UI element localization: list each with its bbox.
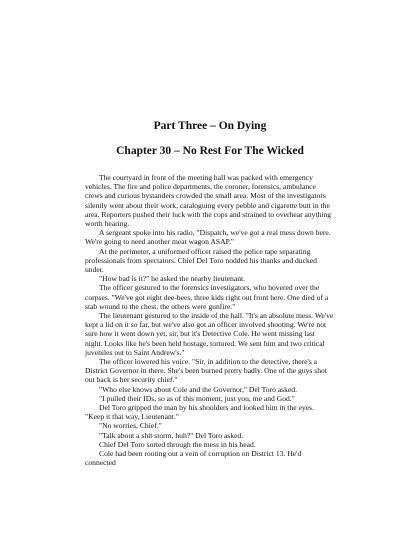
paragraph: The officer lowered his voice. "Sir, in addition to the detective, there's a District Governor in there. She's been burned pretty badly. One of the guys shot out back is her security chief."	[85, 357, 327, 385]
part-title: Part Three – On Dying	[153, 120, 267, 132]
paragraph: "Who else knows about Cole and the Governor," Del Toro asked.	[99, 384, 297, 394]
paragraph: "I pulled their IDs, so as of this moment, just you, me and God."	[99, 393, 295, 403]
paragraph: "No worries, Chief."	[99, 421, 162, 431]
paragraph: Del Toro gripped the man by his shoulders and looked him in the eyes. "Keep it that way, Lieutenant."	[85, 403, 314, 422]
paragraph: The lieutenant gestured to the inside of the hall. "It's an absolute mess. We've kept a lid on it so far, but we've also got an officer involved shooting. We're not sure how it went down yet, sir, but it's Detective Cole. He went missing last night. Looks like he's been held hostage, tortured. We sent him and two critical juveniles out to Saint Andrew's."	[85, 311, 334, 357]
paragraph: Chief Del Toro sorted through the mess in his head.	[99, 439, 256, 449]
paragraph: "How bad is it?" he asked the nearby lieutenant.	[99, 274, 246, 284]
paragraph: A sergeant spoke into his radio, "Dispatch, we've got a real mess down here. We're going to need another meat wagon ASAP."	[85, 228, 331, 247]
paragraph: "Talk about a shit storm, huh?" Del Toro asked.	[99, 430, 244, 440]
paragraph: Cole had been rooting out a vein of corruption on District 13. He'd connected	[85, 449, 302, 468]
chapter-body	[85, 173, 334, 468]
paragraph: The courtyard in front of the meeting hall was packed with emergency vehicles. The fire and police departments, the coroner, forensics, ambulance crews and curious bystanders crowded the small area. Most of the investigators silently went about their work, cataloguing every pebble and cigarette butt in the area. Reporters pushed their luck with the cops and strained to overhear anything worth hearing.	[85, 173, 332, 229]
paragraph: At the perimeter, a uniformed officer raised the police tape separating professionals from spectators. Chief Del Toro nodded his thanks and ducked under.	[85, 246, 317, 275]
chapter-title: Chapter 30 – No Rest For The Wicked	[116, 145, 304, 157]
paragraph: The officer gestured to the forensics investigators, who hovered over the corpses. "We've got eight dee-bees, three kids right out front here. One died of a stab wound to the chest, the others were gunfire."	[85, 283, 329, 311]
